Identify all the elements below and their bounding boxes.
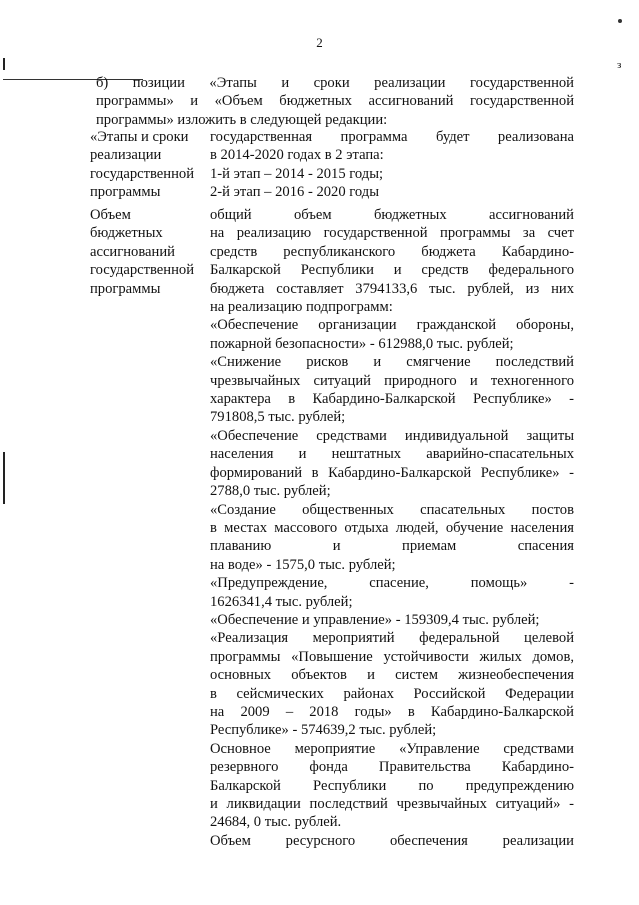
intro-line: б) позиции «Этапы и сроки реализации государственной — [96, 75, 574, 91]
corner-mark: з — [617, 59, 622, 71]
subprogram-item: «Предупреждение, спасение, помощь» - 1626341,4 тыс. рублей; — [210, 575, 574, 610]
subprogram-item: «Снижение рисков и смягчение последствий чрезвычайных ситуаций природного и техногенного характера в Кабардино-Балкарской Республике» - 791808,5 тыс. рублей; — [210, 354, 574, 426]
page-number: 2 — [316, 35, 323, 50]
subprogram-item: «Создание общественных спасательных постов в местах массового отдыха людей, обучение населения плаванию и приемам спасения на воде» - 1575,0 тыс. рублей; — [210, 501, 574, 573]
stages-label: «Этапы и сроки реализации государственной программы — [90, 129, 195, 201]
subprogram-item: Основное мероприятие «Управление средствами резервного фонда Правительства Кабардино- Балкарской Республики по предупреждению и ликвидации последствий чрезвычайных ситуаций» - 24684, 0 тыс. рублей. — [210, 740, 574, 831]
budget-label: Объем бюджетных ассигнований государственной программы — [90, 207, 195, 297]
corner-dot — [618, 19, 622, 23]
subprogram-item: «Реализация мероприятий федеральной целевой программы «Повышение устойчивости жилых домов, основных объектов и систем жизнеобеспечения в сейсмических районах Российской Федерации на 2009 – 2018 годы» в Кабардино-Балкарской Республике» - 574639,2 тыс. рублей; — [210, 630, 574, 739]
subprogram-item: Объем ресурсного обеспечения реализации — [210, 832, 574, 849]
left-edge-mark — [3, 58, 5, 70]
subprogram-item: «Обеспечение и управление» - 159309,4 тыс. рублей; — [210, 611, 540, 628]
stages-content: государственная программа будет реализована в 2014-2020 годах в 2 этапа: 1-й этап – 2014 - 2015 годы; 2-й этап – 2016 - 2020 годы — [210, 129, 574, 201]
intro-paragraph — [96, 74, 574, 129]
budget-general: общий объем бюджетных ассигнований на реализацию государственной программы за счет средств республиканского бюджета Кабардино- Балкарской Республики и средств федерального бюджета составляет 3794133,6 тыс. рублей, из них на реализацию подпрограмм: — [210, 207, 574, 316]
subprogram-item: «Обеспечение организации гражданской обороны, пожарной безопасности» - 612988,0 тыс. рублей; — [210, 317, 574, 352]
intro-line: программы» изложить в следующей редакции: — [96, 111, 388, 128]
subprogram-item: «Обеспечение средствами индивидуальной защиты населения и нештатных аварийно-спасательных формирований в Кабардино-Балкарской Республике» - 2788,0 тыс. рублей; — [210, 427, 574, 500]
intro-line: программы» и «Объем бюджетных ассигнований государственной — [96, 93, 574, 110]
budget-content — [210, 206, 574, 850]
left-edge-mark — [3, 452, 5, 504]
